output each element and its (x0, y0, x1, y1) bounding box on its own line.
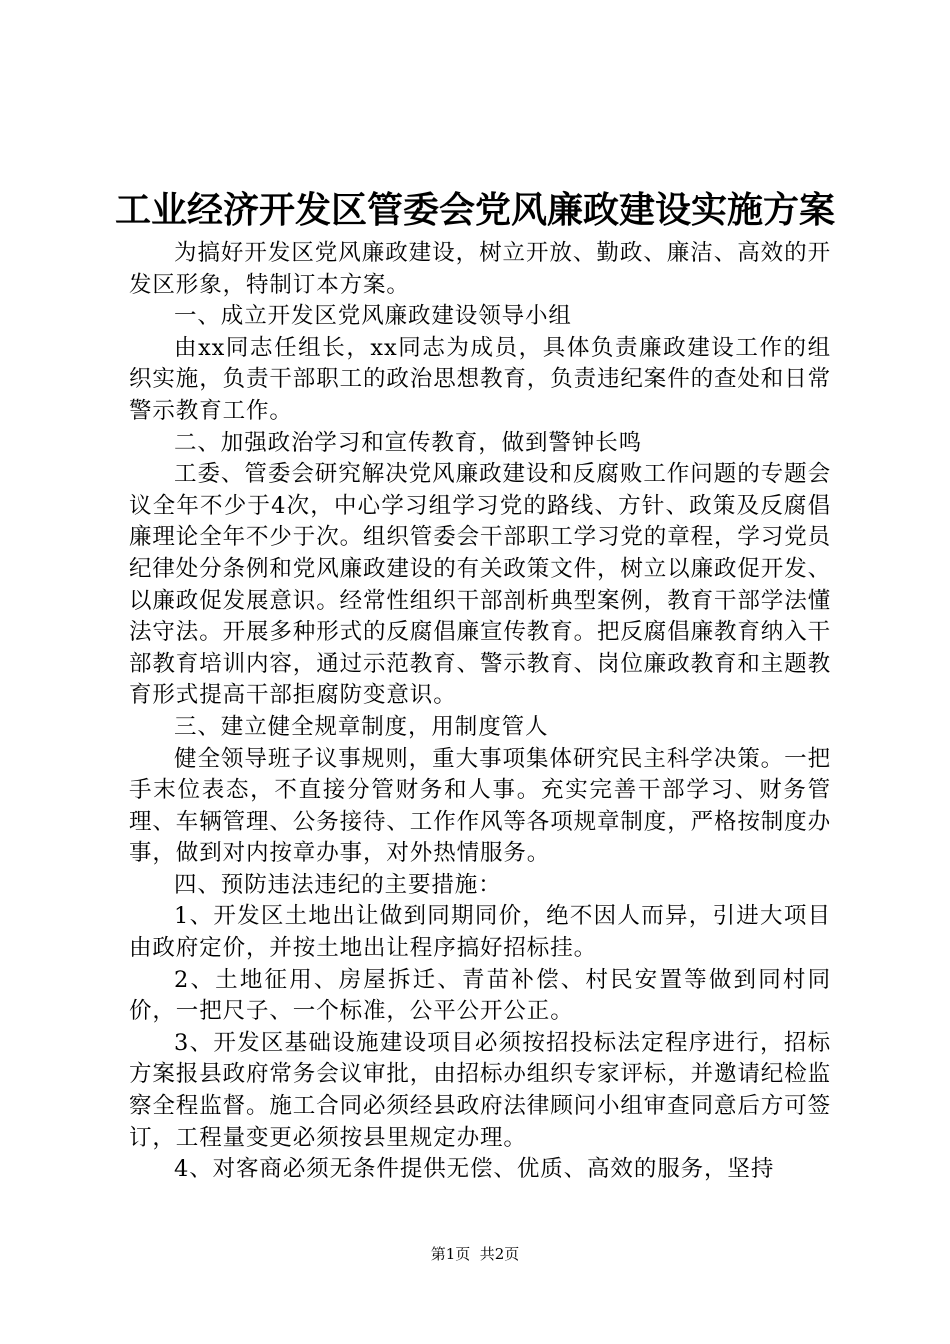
paragraph-intro: 为搞好开发区党风廉政建设，树立开放、勤政、廉洁、高效的开发区形象，特制订本方案。 (129, 240, 831, 298)
measure-item-2: 2、土地征用、房屋拆迁、青苗补偿、村民安置等做到同村同价，一把尺子、一个标准，公平公开公正。 (129, 966, 831, 1025)
paragraph-section-2: 工委、管委会研究解决党风廉政建设和反腐败工作问题的专题会议全年不少于4次，中心学习组学习党的路线、方针、政策及反腐倡廉理论全年不少于次。组织管委会干部职工学习党的章程，学习党员纪律处分条例和党风廉政建设的有关政策文件，树立以廉政促开发、以廉政促发展意识。经常性组织干部剖析典型案例，教育干部学法懂法守法。开展多种形式的反腐倡廉宣传教育。把反腐倡廉教育纳入干部教育培训内容，通过示范教育、警示教育、岗位廉政教育和主题教育形式提高干部拒腐防变意识。 (129, 461, 832, 709)
measure-item-4: 4、对客商必须无条件提供无偿、优质、高效的服务，坚持 (174, 1156, 775, 1183)
document-title: 工业经济开发区管委会党风廉政建设实施方案 (114, 189, 835, 231)
heading-section-3: 三、建立健全规章制度，用制度管人 (174, 713, 549, 740)
heading-section-1: 一、成立开发区党风廉政建设领导小组 (174, 303, 572, 330)
paragraph-section-3: 健全领导班子议事规则，重大事项集体研究民主科学决策。一把手末位表态，不直接分管财务和人事。充实完善干部学习、财务管理、车辆管理、公务接待、工作作风等各项规章制度，严格按制度办事，做到对内按章办事，对外热情服务。 (129, 745, 832, 867)
measure-item-1: 1、开发区土地出让做到同期同价，绝不因人而异，引进大项目由政府定价，并按土地出让程序搞好招标挂。 (129, 903, 831, 962)
heading-section-2: 二、加强政治学习和宣传教育，做到警钟长鸣 (174, 429, 643, 456)
measure-item-3: 3、开发区基础设施建设项目必须按招投标法定程序进行，招标方案报县政府常务会议审批，由招标办组织专家评标，并邀请纪检监察全程监督。施工合同必须经县政府法律顾问小组审查同意后方可签订，工程量变更必须按县里规定办理。 (129, 1029, 832, 1151)
document-body (129, 238, 831, 1186)
paragraph-section-1: 由xx同志任组长，xx同志为成员，具体负责廉政建设工作的组织实施，负责干部职工的政治思想教育，负责违纪案件的查处和日常警示教育工作。 (129, 334, 832, 424)
page-footer: 第1页 共2页 (430, 1245, 520, 1263)
heading-section-4: 四、预防违法违纪的主要措施： (174, 871, 502, 898)
